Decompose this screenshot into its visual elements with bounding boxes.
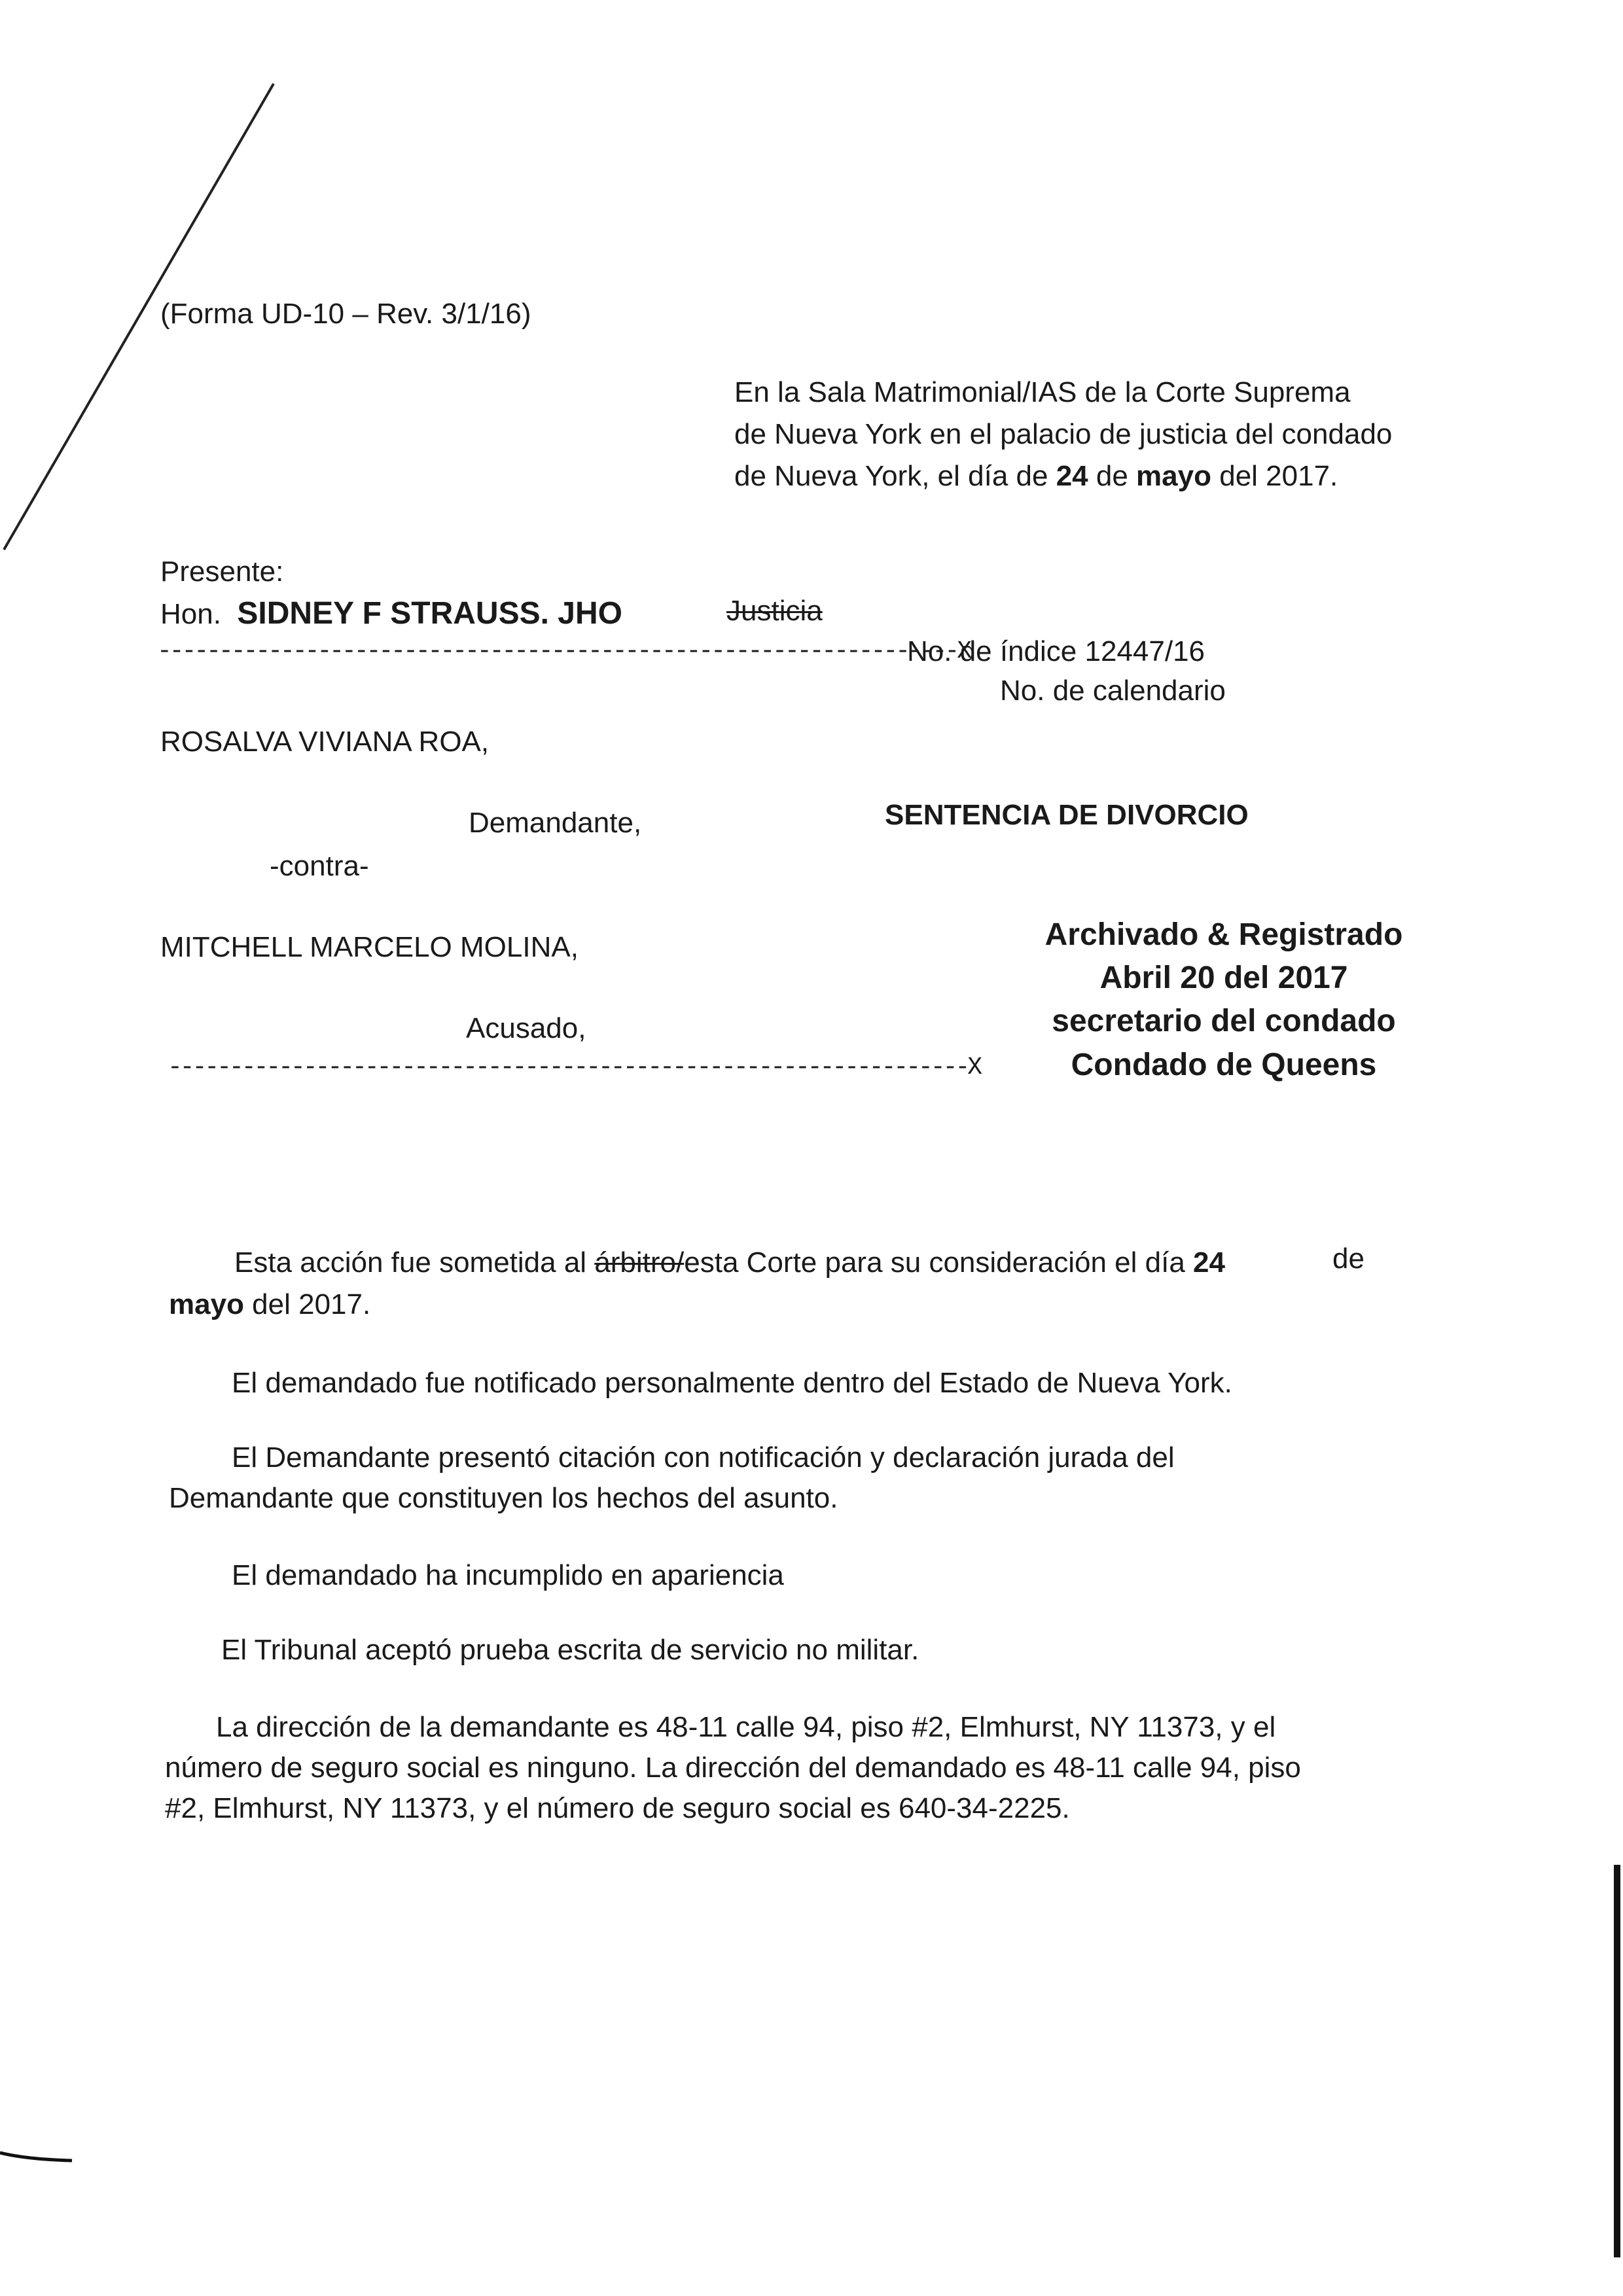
defendant-name: MITCHELL MARCELO MOLINA, [160, 931, 579, 963]
caption-rule-top: -----------------------------------------------------------------X [157, 637, 970, 665]
paragraph-addresses-line-3: #2, Elmhurst, NY 11373, y el número de seguro social es 640-34-2225. [165, 1792, 1070, 1824]
versus-label: -contra- [270, 850, 369, 882]
caption-rule-bottom: -----------------------------------------------------------------X [168, 1053, 980, 1082]
paragraph-affidavit-line-1: El Demandante presentó citación con notificación y declaración jurada del [232, 1441, 1175, 1474]
court-header-line-3: de Nueva York, el día de 24 de mayo del 2017. [734, 460, 1338, 492]
plaintiff-role: Demandante, [469, 807, 642, 839]
judge-line: Hon. SIDNEY F STRAUSS. JHO [160, 596, 622, 631]
court-header-line-1: En la Sala Matrimonial/IAS de la Corte Suprema [734, 376, 1351, 408]
filing-stamp-line-3: secretario del condado [1052, 1004, 1396, 1039]
court-header-line-2: de Nueva York en el palacio de justicia del condado [734, 418, 1393, 450]
filing-stamp-line-4: Condado de Queens [1071, 1047, 1377, 1082]
filing-stamp-line-1: Archivado & Registrado [1044, 917, 1403, 952]
document-title: SENTENCIA DE DIVORCIO [885, 799, 1249, 831]
index-number: No. de índice 12447/16 [907, 635, 1205, 667]
plaintiff-name: ROSALVA VIVIANA ROA, [160, 726, 490, 758]
hearing-day: 24 [1056, 460, 1088, 492]
defendant-role: Acusado, [466, 1012, 586, 1044]
paragraph-addresses-line-2: número de seguro social es ninguno. La dirección del demandado es 48-11 calle 94, piso [165, 1752, 1301, 1784]
hearing-month: mayo [1136, 460, 1211, 492]
paragraph-default: El demandado ha incumplido en apariencia [232, 1559, 784, 1591]
struck-title-justicia: Justicia [726, 595, 823, 627]
paragraph-service: El demandado fue notificado personalmente dentro del Estado de Nueva York. [232, 1367, 1232, 1399]
filing-stamp [1041, 913, 1407, 1087]
paragraph-affidavit-line-2: Demandante que constituyen los hechos del asunto. [169, 1482, 838, 1514]
paragraph-military: El Tribunal aceptó prueba escrita de servicio no militar. [221, 1634, 919, 1666]
filing-stamp-line-2: Abril 20 del 2017 [1099, 961, 1348, 996]
presente-label: Presente: [160, 556, 284, 588]
paragraph-submission: Esta acción fue sometida al árbitro/esta Corte para su consideración el día 24 [234, 1246, 1225, 1279]
page-edge-left [0, 2153, 72, 2161]
form-identifier: (Forma UD-10 – Rev. 3/1/16) [160, 298, 531, 330]
paragraph-addresses-line-1: La dirección de la demandante es 48-11 calle 94, piso #2, Elmhurst, NY 11373, y el [216, 1711, 1276, 1743]
paragraph-submission-line-2: mayo del 2017. [169, 1288, 371, 1320]
judge-name: SIDNEY F STRAUSS. JHO [237, 596, 622, 631]
paragraph-submission-de: de [1332, 1243, 1364, 1275]
calendar-number: No. de calendario [1000, 675, 1226, 707]
page-edge-right [1614, 1865, 1620, 2257]
struck-arbitro: árbitro/ [594, 1246, 685, 1279]
